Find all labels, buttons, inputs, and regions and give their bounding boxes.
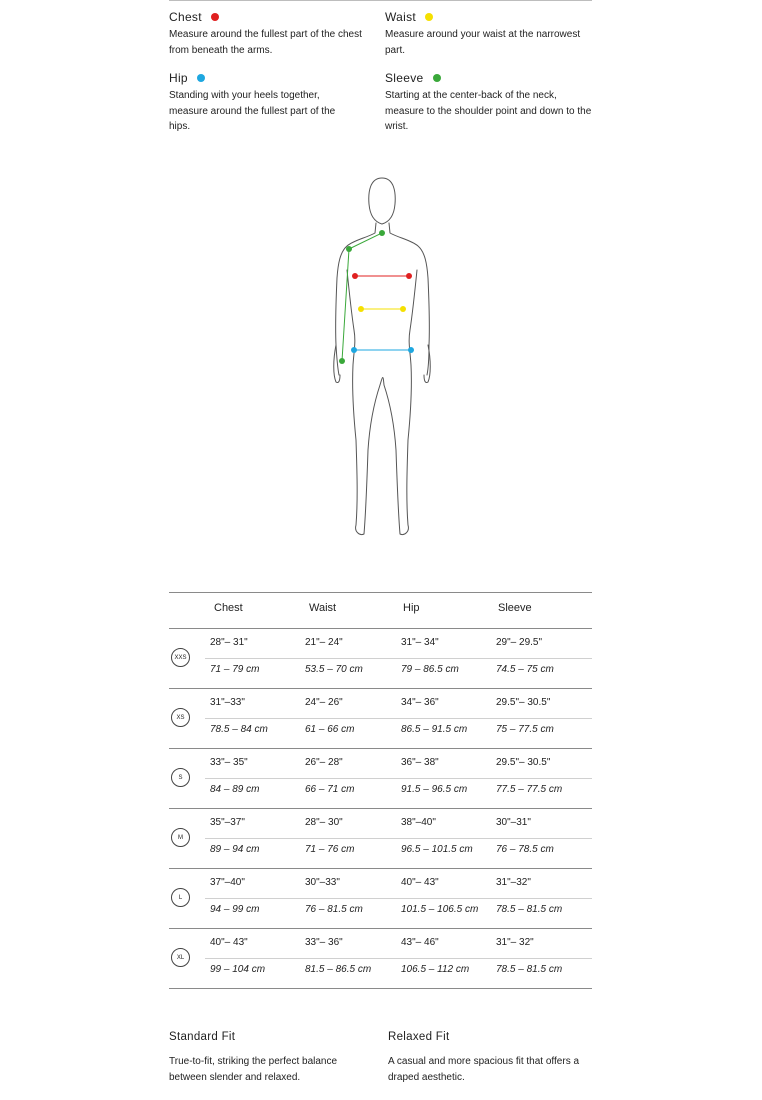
cell-in: 28"– 30" xyxy=(305,817,343,828)
cell-in: 40"– 43" xyxy=(401,877,439,888)
table-row xyxy=(169,748,592,808)
measure-chest-title-row xyxy=(169,9,369,25)
cell-cm: 66 – 71 cm xyxy=(305,784,355,795)
fit-relaxed xyxy=(388,1031,598,1085)
cell-in: 33"– 35" xyxy=(210,757,248,768)
cell-cm: 94 – 99 cm xyxy=(210,904,260,915)
row-inner-rule xyxy=(205,718,592,719)
fit-relaxed-desc: A casual and more spacious fit that offers a draped aesthetic. xyxy=(388,1056,580,1083)
cell-cm: 76 – 78.5 cm xyxy=(496,844,554,855)
cell-in: 30"–33" xyxy=(305,877,340,888)
cell-in: 34"– 36" xyxy=(401,697,439,708)
measure-hip-desc: Standing with your heels together, measure around the fullest part of the hips. xyxy=(169,90,336,132)
waist-point-right xyxy=(400,306,406,312)
measure-hip-title: Hip xyxy=(169,71,188,85)
size-badge: L xyxy=(171,888,190,907)
row-inner-rule xyxy=(205,898,592,899)
measure-sleeve-title: Sleeve xyxy=(385,71,424,85)
measure-sleeve-title-row xyxy=(385,70,595,86)
cell-cm: 77.5 – 77.5 cm xyxy=(496,784,563,795)
cell-cm: 71 – 76 cm xyxy=(305,844,355,855)
table-row xyxy=(169,928,592,988)
cell-in: 28"– 31" xyxy=(210,637,248,648)
cell-cm: 89 – 94 cm xyxy=(210,844,260,855)
cell-in: 29.5"– 30.5" xyxy=(496,757,551,768)
header-sleeve: Sleeve xyxy=(498,602,532,614)
fit-relaxed-title: Relaxed Fit xyxy=(388,1031,450,1043)
legs-outline xyxy=(347,270,417,535)
sleeve-point-neck xyxy=(379,230,385,236)
row-inner-rule xyxy=(205,778,592,779)
cell-in: 31"–33" xyxy=(210,697,245,708)
row-inner-rule xyxy=(205,658,592,659)
header-chest: Chest xyxy=(214,602,243,614)
cell-in: 31"– 34" xyxy=(401,637,439,648)
cell-cm: 101.5 – 106.5 cm xyxy=(401,904,479,915)
cell-in: 35"–37" xyxy=(210,817,245,828)
cell-cm: 106.5 – 112 cm xyxy=(401,964,470,975)
cell-in: 21"– 24" xyxy=(305,637,343,648)
measure-chest-desc: Measure around the fullest part of the chest from beneath the arms. xyxy=(169,29,362,56)
header-hip: Hip xyxy=(403,602,420,614)
cell-cm: 79 – 86.5 cm xyxy=(401,664,459,675)
cell-cm: 84 – 89 cm xyxy=(210,784,260,795)
body-measurement-figure xyxy=(320,170,444,550)
sleeve-point-wrist xyxy=(339,358,345,364)
cell-in: 40"– 43" xyxy=(210,937,248,948)
header-waist: Waist xyxy=(309,602,337,614)
fit-standard-desc: True-to-fit, striking the perfect balance between slender and relaxed. xyxy=(169,1056,338,1083)
cell-cm: 76 – 81.5 cm xyxy=(305,904,363,915)
size-badge: S xyxy=(171,768,190,787)
measure-waist-desc: Measure around your waist at the narrowest part. xyxy=(385,29,581,56)
table-row xyxy=(169,808,592,868)
cell-in: 26"– 28" xyxy=(305,757,343,768)
cell-in: 31"–32" xyxy=(496,877,531,888)
chest-point-right xyxy=(406,273,412,279)
chest-point-left xyxy=(352,273,358,279)
cell-cm: 99 – 104 cm xyxy=(210,964,266,975)
cell-in: 38"–40" xyxy=(401,817,436,828)
measure-waist-title-row xyxy=(385,9,585,25)
waist-color-dot-icon xyxy=(425,13,433,21)
head-outline xyxy=(369,178,395,224)
cell-cm: 53.5 – 70 cm xyxy=(305,664,363,675)
measure-sleeve-desc: Starting at the center-back of the neck, measure to the shoulder point and down to the wrist. xyxy=(385,90,592,132)
waist-point-left xyxy=(358,306,364,312)
table-header xyxy=(169,592,592,628)
cell-in: 33"– 36" xyxy=(305,937,343,948)
cell-cm: 71 – 79 cm xyxy=(210,664,260,675)
cell-in: 36"– 38" xyxy=(401,757,439,768)
measure-hip xyxy=(169,70,369,135)
cell-in: 29.5"– 30.5" xyxy=(496,697,551,708)
cell-cm: 96.5 – 101.5 cm xyxy=(401,844,473,855)
sleeve-color-dot-icon xyxy=(433,74,441,82)
cell-in: 31"– 32" xyxy=(496,937,534,948)
hip-point-left xyxy=(351,347,357,353)
cell-cm: 86.5 – 91.5 cm xyxy=(401,724,468,735)
chest-color-dot-icon xyxy=(211,13,219,21)
sleeve-point-shoulder xyxy=(346,246,352,252)
hip-color-dot-icon xyxy=(197,74,205,82)
cell-cm: 91.5 – 96.5 cm xyxy=(401,784,468,795)
cell-cm: 78.5 – 84 cm xyxy=(210,724,268,735)
cell-cm: 78.5 – 81.5 cm xyxy=(496,964,563,975)
table-row xyxy=(169,868,592,928)
size-badge: M xyxy=(171,828,190,847)
cell-cm: 74.5 – 75 cm xyxy=(496,664,554,675)
cell-cm: 81.5 – 86.5 cm xyxy=(305,964,372,975)
hip-point-right xyxy=(408,347,414,353)
size-badge: XL xyxy=(171,948,190,967)
cell-in: 29"– 29.5" xyxy=(496,637,543,648)
sleeve-measure-line xyxy=(342,233,382,361)
cell-cm: 61 – 66 cm xyxy=(305,724,355,735)
fit-standard-title: Standard Fit xyxy=(169,1031,236,1043)
cell-cm: 78.5 – 81.5 cm xyxy=(496,904,563,915)
table-bottom-rule xyxy=(169,988,592,989)
size-badge: XS xyxy=(171,708,190,727)
measure-chest xyxy=(169,9,369,58)
top-divider xyxy=(169,0,592,1)
row-inner-rule xyxy=(205,838,592,839)
measure-sleeve xyxy=(385,70,595,135)
row-inner-rule xyxy=(205,958,592,959)
fit-standard xyxy=(169,1031,379,1085)
measure-hip-title-row xyxy=(169,70,369,86)
measure-waist xyxy=(385,9,585,58)
left-hand-outline xyxy=(334,345,340,383)
right-hand-outline xyxy=(424,345,430,383)
cell-in: 30"–31" xyxy=(496,817,531,828)
cell-cm: 75 – 77.5 cm xyxy=(496,724,554,735)
measure-waist-title: Waist xyxy=(385,10,417,24)
cell-in: 43"– 46" xyxy=(401,937,439,948)
cell-in: 24"– 26" xyxy=(305,697,343,708)
size-badge: XXS xyxy=(171,648,190,667)
table-row xyxy=(169,628,592,688)
cell-in: 37"–40" xyxy=(210,877,245,888)
table-row xyxy=(169,688,592,748)
measure-chest-title: Chest xyxy=(169,10,202,24)
